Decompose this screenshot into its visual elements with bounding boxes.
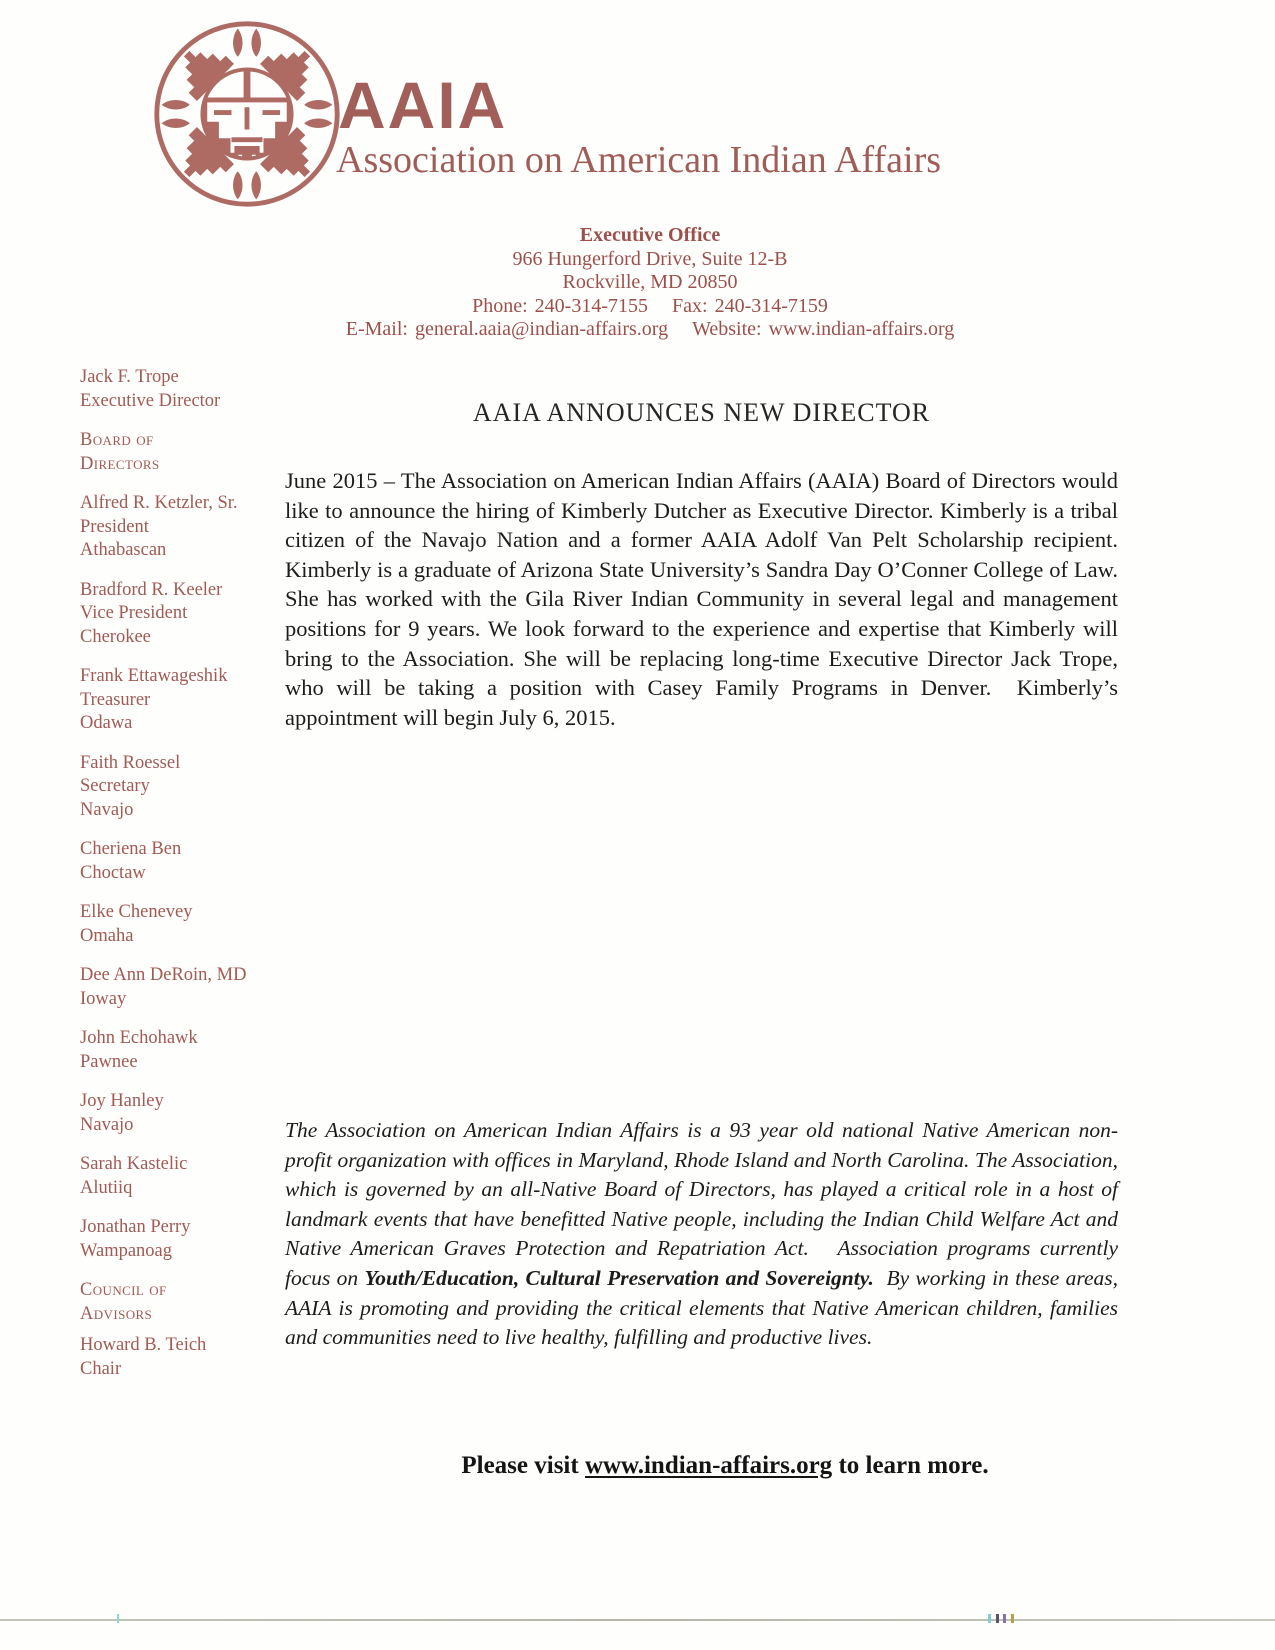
- sidebar-line: President: [80, 516, 149, 537]
- sidebar-line: Choctaw: [80, 862, 146, 883]
- footer-text-pre: Please visit: [461, 1452, 585, 1479]
- sidebar-line: Chair: [80, 1358, 122, 1379]
- sidebar-line: Cherokee: [80, 626, 151, 647]
- executive-office-block: [30, 224, 1270, 342]
- sidebar-line: Advisors: [80, 1303, 153, 1324]
- sidebar-line: Jonathan Perry: [80, 1217, 191, 1237]
- sidebar-line: Faith Roessel: [80, 752, 181, 773]
- sidebar-line: Wampanoag: [80, 1240, 173, 1261]
- scan-artifact-line: [0, 1619, 1275, 1621]
- phone-label: Phone:: [472, 294, 528, 317]
- sidebar-line: Secretary: [80, 776, 150, 796]
- scan-artifact-tick: [1003, 1614, 1006, 1623]
- sidebar-line: Sarah Kastelic: [80, 1154, 188, 1174]
- sidebar-line: Athabascan: [80, 540, 167, 560]
- sidebar-person-entry: [80, 964, 280, 1011]
- sidebar-line: Treasurer: [80, 689, 151, 710]
- headline: AAIA ANNOUNCES NEW DIRECTOR: [472, 398, 931, 427]
- aaia-sun-face-emblem-logo: [150, 14, 344, 214]
- letter-body: [285, 398, 1118, 732]
- sidebar-line: Bradford R. Keeler: [80, 579, 223, 600]
- sidebar-person-entry: [80, 492, 280, 563]
- sidebar-line: Odawa: [80, 713, 133, 733]
- office-phone-fax-line: [30, 295, 1270, 319]
- scan-artifact-tick: [988, 1614, 991, 1623]
- sidebar-line: Council of: [80, 1280, 167, 1300]
- office-address-line2: Rockville, MD 20850: [562, 271, 738, 294]
- sidebar-line: Alfred R. Ketzler, Sr.: [80, 493, 238, 513]
- office-address-line1: 966 Hungerford Drive, Suite 12-B: [512, 247, 788, 270]
- website-label: Website:: [692, 318, 762, 341]
- sidebar-line: Elke Chenevey: [80, 902, 193, 922]
- sidebar-line: Omaha: [80, 925, 134, 946]
- sidebar-section-heading: [80, 429, 280, 476]
- about-text-bold-programs: Youth/Education, Cultural Preservation and Sovereignty.: [364, 1265, 874, 1290]
- about-association-paragraph: [285, 1116, 1118, 1353]
- sidebar-line: Ioway: [80, 988, 127, 1009]
- about-text-pre: The Association on American Indian Affairs is a 93 year old national Native American non-profit organization with offices in Maryland, Rhode Island and North Carolina. The Association, which is governed by an all-Native Board of Directors, has played a critical role in a host of landmark events that have benefitted Native people, including the Indian Child Welfare Act and Native American Graves Protection and Repatriation Act. Association programs currently focus on: [285, 1118, 1118, 1290]
- about-text-post: By working in these areas, AAIA is promoting and providing the critical elements that Native American children, families and communities need to live healthy, fulfilling and productive lives.: [285, 1265, 1118, 1350]
- org-name: Association on American Indian Affairs: [336, 139, 942, 181]
- footer-website-link[interactable]: www.indian-affairs.org: [584, 1452, 833, 1479]
- sidebar-person-entry: [80, 901, 280, 948]
- sidebar-person-entry: [80, 752, 280, 823]
- sidebar-line: Navajo: [80, 1114, 134, 1135]
- scan-artifact-tick: [1011, 1614, 1014, 1623]
- scan-artifact-tick: [117, 1614, 119, 1623]
- footer-text-post: to learn more.: [832, 1452, 989, 1479]
- sidebar-person-entry: [80, 665, 280, 736]
- sidebar-line: Alutiiq: [80, 1177, 133, 1198]
- email-address: general.aaia@indian-affairs.org: [414, 318, 669, 341]
- sidebar-person-entry: [80, 366, 280, 413]
- sidebar-person-entry: [80, 579, 280, 650]
- announcement-paragraph: June 2015 – The Association on American Indian Affairs (AAIA) Board of Directors would like to announce the hiring of Kimberly Dutcher as Executive Director. Kimberly is a tribal citizen of the Navajo Nation and a former AAIA Adolf Van Pelt Scholarship recipient. Kimberly is a graduate of Arizona State University’s Sandra Day O’Conner College of Law. She has worked with the Gila River Indian Community in several legal and management positions for 9 years. We look forward to the experience and expertise that Kimberly will bring to the Association. She will be replacing long-time Executive Director Jack Trope, who will be taking a position with Casey Family Programs in Denver. Kimberly’s appointment will begin July 6, 2015.: [285, 468, 1118, 730]
- sidebar-line: Jack F. Trope: [80, 367, 179, 387]
- office-title: Executive Office: [579, 224, 721, 246]
- sidebar-line: Cheriena Ben: [80, 839, 182, 859]
- fax-number: 240-314-7159: [714, 294, 828, 317]
- website-address: www.indian-affairs.org: [768, 318, 955, 341]
- office-email-website-line: [30, 318, 1270, 342]
- email-label: E-Mail:: [345, 318, 408, 341]
- sidebar-line: Executive Director: [80, 390, 221, 411]
- sidebar-line: Dee Ann DeRoin, MD: [80, 965, 247, 985]
- sidebar-line: Pawnee: [80, 1051, 138, 1072]
- phone-number: 240-314-7155: [534, 294, 648, 317]
- sidebar-line: Frank Ettawageshik: [80, 666, 228, 686]
- sidebar-person-entry: [80, 838, 280, 885]
- sidebar-person-entry: [80, 1153, 280, 1200]
- board-sidebar: [80, 366, 280, 1397]
- sidebar-section-heading: [80, 1279, 280, 1326]
- sidebar-line: Board of: [80, 430, 154, 450]
- footer-call-to-action: [320, 1452, 1130, 1480]
- sidebar-line: Howard B. Teich: [80, 1335, 207, 1355]
- fax-label: Fax:: [672, 294, 708, 317]
- sidebar-person-entry: [80, 1334, 280, 1381]
- sidebar-line: Joy Hanley: [80, 1091, 164, 1111]
- sidebar-person-entry: [80, 1090, 280, 1137]
- sidebar-line: Vice President: [80, 603, 188, 623]
- sidebar-line: John Echohawk: [80, 1028, 198, 1048]
- org-acronym: AAIA: [338, 68, 508, 142]
- sun-face-emblem-icon: [150, 14, 344, 214]
- scan-artifact-tick: [996, 1614, 999, 1623]
- sidebar-person-entry: [80, 1216, 280, 1263]
- sidebar-person-entry: [80, 1027, 280, 1074]
- sidebar-line: Directors: [80, 453, 160, 474]
- sidebar-line: Navajo: [80, 799, 134, 820]
